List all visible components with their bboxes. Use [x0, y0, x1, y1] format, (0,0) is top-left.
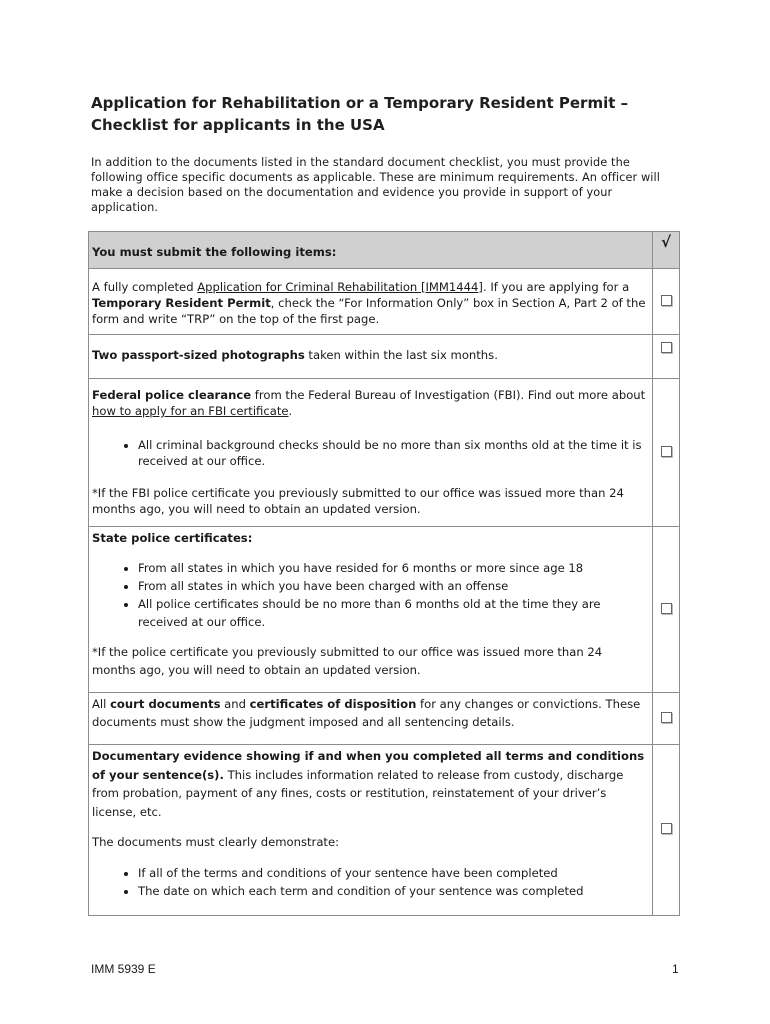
table-row [89, 269, 680, 335]
checkmark-icon: √ [660, 233, 671, 251]
checkbox-cell [653, 745, 680, 916]
table-row [89, 745, 680, 916]
checkbox-cell [653, 269, 680, 335]
checkbox-sentence-evidence[interactable] [661, 823, 672, 834]
table-header-row [89, 232, 680, 269]
check-column-header [653, 232, 680, 269]
table-header-label: You must submit the following items: [89, 232, 653, 269]
checkbox-photographs[interactable] [661, 342, 672, 353]
sentence-bullet-list [92, 864, 649, 901]
list-item: • All police certificates should be no more than 6 months old at the time they are received at our office. [138, 595, 649, 631]
title-line-1: Application for Rehabilitation or a Temporary Resident Permit – [91, 94, 629, 112]
checklist-table [88, 231, 680, 916]
page-number: 1 [672, 962, 679, 976]
checkbox-state-police[interactable] [661, 603, 672, 614]
imm1444-link[interactable]: Application for Criminal Rehabilitation [IMM1444] [197, 280, 483, 294]
state-police-bullet-list [92, 559, 649, 631]
item-state-police: State police certificates: • From all states in which you have resided for 6 months or more since age 18 • From all states in which you have been charged with an offense • All police certificates should be no more than 6 months old at the time they are received at our office. *If the police certificate you previously submitted to our office was issued more than 24 months ago, you will need to obtain an updated version. [89, 527, 653, 693]
item-fbi-clearance: Federal police clearance from the Federal Bureau of Investigation (FBI). Find out more about how to apply for an FBI certificate. • All criminal background checks should be no more than six months old at the time it is received at our office. *If the FBI police certificate you previously submitted to our office was issued more than 24 months ago, you will need to obtain an updated version. [89, 379, 653, 527]
item-photographs: Two passport-sized photographs taken within the last six months. [89, 335, 653, 379]
checkbox-cell [653, 693, 680, 745]
checkbox-application-form[interactable] [661, 295, 672, 306]
title-line-2: Checklist for applicants in the USA [91, 116, 385, 134]
item-application-form: A fully completed Application for Criminal Rehabilitation [IMM1444]. If you are applying for a Temporary Resident Permit, check the “For Information Only” box in Section A, Part 2 of the form and write “TRP” on the top of the first page. [89, 269, 653, 335]
item-sentence-evidence: Documentary evidence showing if and when you completed all terms and conditions of your sentence(s). This includes information related to release from custody, discharge from probation, payment of any fines, costs or restitution, reinstatement of your driver’s license, etc. The documents must clearly demonstrate: • If all of the terms and conditions of your sentence have been completed • The date on which each term and condition of your sentence was completed [89, 745, 653, 916]
table-row [89, 693, 680, 745]
checkbox-court-documents[interactable] [661, 712, 672, 723]
list-item: • The date on which each term and condition of your sentence was completed [138, 882, 649, 901]
table-row [89, 527, 680, 693]
state-police-note: *If the police certificate you previously submitted to our office was issued more than 24 months ago, you will need to obtain an updated version. [92, 645, 603, 677]
table-row [89, 379, 680, 527]
fbi-certificate-link[interactable]: how to apply for an FBI certificate [92, 404, 289, 418]
list-item: • If all of the terms and conditions of your sentence have been completed [138, 864, 649, 883]
intro-paragraph: In addition to the documents listed in the standard document checklist, you must provide the following office specific documents as applicable. These are minimum requirements. An officer will make a decision based on the documentation and evidence you provide in support of your application. [91, 156, 661, 214]
checkbox-fbi-clearance[interactable] [661, 446, 672, 457]
list-item: • All criminal background checks should be no more than six months old at the time it is received at our office. [138, 437, 649, 469]
document-title [91, 92, 691, 136]
checkbox-cell [653, 335, 680, 379]
checkbox-cell [653, 527, 680, 693]
list-item: • From all states in which you have been charged with an offense [138, 577, 649, 595]
checkbox-cell [653, 379, 680, 527]
list-item: • From all states in which you have resided for 6 months or more since age 18 [138, 559, 649, 577]
fbi-note: *If the FBI police certificate you previously submitted to our office was issued more than 24 months ago, you will need to obtain an updated version. [92, 486, 624, 516]
item-court-documents: All court documents and certificates of disposition for any changes or convictions. These documents must show the judgment imposed and all sentencing details. [89, 693, 653, 745]
table-row [89, 335, 680, 379]
fbi-bullet-list [92, 437, 649, 469]
form-code: IMM 5939 E [91, 962, 156, 976]
sentence-subheading: The documents must clearly demonstrate: [92, 835, 340, 849]
